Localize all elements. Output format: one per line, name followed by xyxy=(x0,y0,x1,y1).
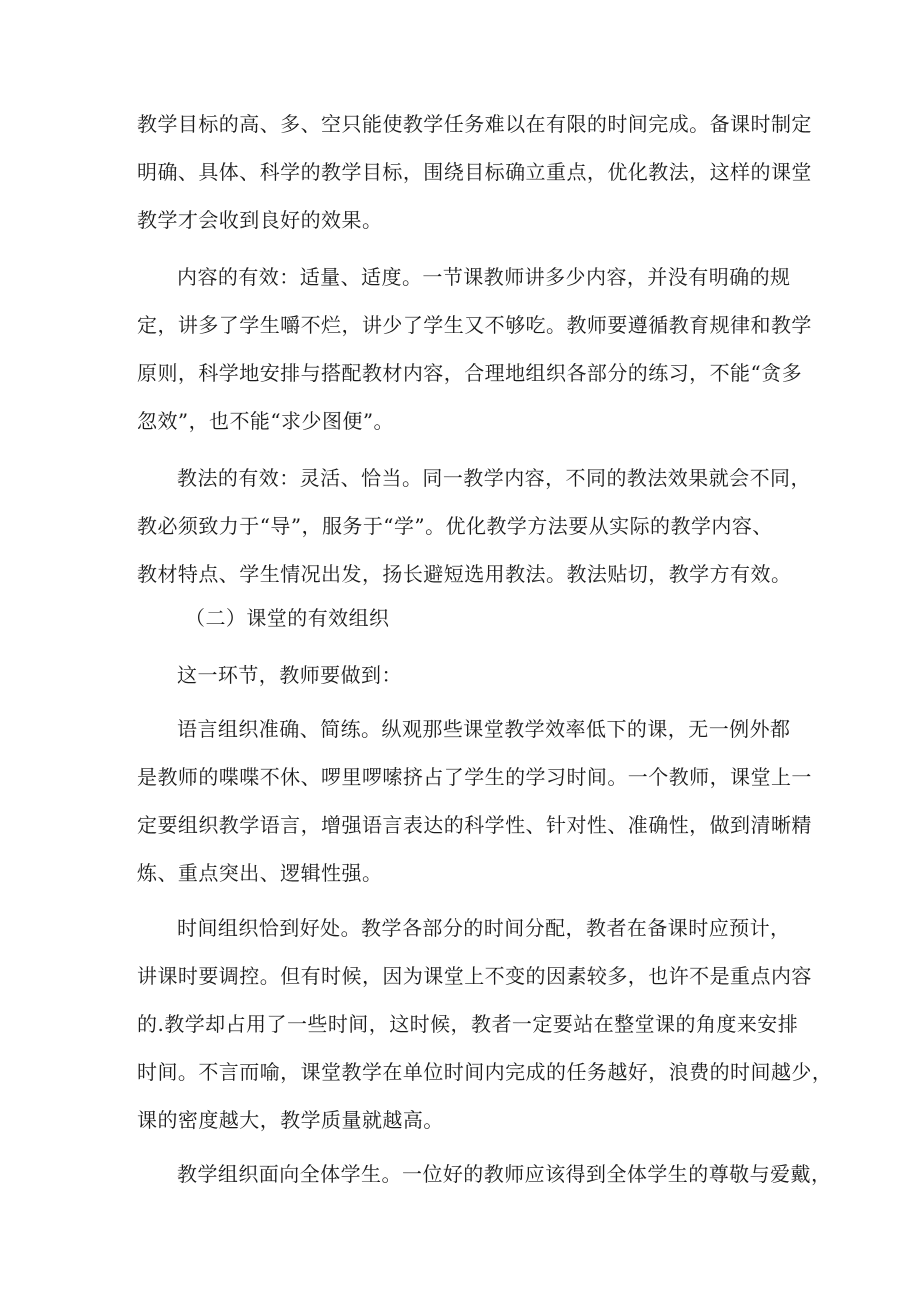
body-line-21: 课的密度越大，教学质量就越高。 xyxy=(137,1108,444,1132)
body-line-2: 明确、具体、科学的教学目标，围绕目标确立重点，优化教法，这样的课堂 xyxy=(137,160,812,184)
body-line-18: 讲课时要调控。但有时候，因为课堂上不变的因素较多，也许不是重点内容 xyxy=(137,964,812,988)
section-heading: （二）课堂的有效组织 xyxy=(185,606,390,630)
body-line-17: 时间组织恰到好处。教学各部分的时间分配，教者在备课时应预计， xyxy=(177,916,791,940)
body-line-12: 这一环节，教师要做到： xyxy=(177,663,402,687)
body-line-22: 教学组织面向全体学生。一位好的教师应该得到全体学生的尊敬与爱戴， xyxy=(177,1162,832,1186)
body-line-7: 忽效”，也不能“求少图便”。 xyxy=(137,409,394,433)
body-line-14: 是教师的喋喋不休、啰里啰嗦挤占了学生的学习时间。一个教师，课堂上一 xyxy=(137,765,812,789)
body-line-3: 教学才会收到良好的效果。 xyxy=(137,208,383,232)
body-line-15: 定要组织教学语言，增强语言表达的科学性、针对性、准确性，做到清晰精 xyxy=(137,813,812,837)
body-line-6: 原则，科学地安排与搭配教材内容，合理地组织各部分的练习，不能“贪多 xyxy=(137,361,803,385)
body-line-20: 时间。不言而喻，课堂教学在单位时间内完成的任务越好，浪费的时间越少， xyxy=(137,1060,833,1084)
body-line-5: 定，讲多了学生嚼不烂，讲少了学生又不够吃。教师要遵循教育规律和教学 xyxy=(137,313,812,337)
body-line-10: 教材特点、学生情况出发，扬长避短选用教法。教法贴切，教学方有效。 xyxy=(137,562,792,586)
body-line-16: 炼、重点突出、逻辑性强。 xyxy=(137,861,383,885)
body-line-4: 内容的有效：适量、适度。一节课教师讲多少内容，并没有明确的规 xyxy=(177,265,791,289)
body-line-19: 的.教学却占用了一些时间，这时候，教者一定要站在整堂课的角度来安排 xyxy=(137,1012,799,1036)
body-line-1: 教学目标的高、多、空只能使教学任务难以在有限的时间完成。备课时制定 xyxy=(137,112,812,136)
body-line-8: 教法的有效：灵活、恰当。同一教学内容，不同的教法效果就会不同， xyxy=(177,466,811,490)
body-line-13: 语言组织准确、简练。纵观那些课堂教学效率低下的课，无一例外都 xyxy=(177,717,791,741)
body-line-9: 教必须致力于“导”，服务于“学”。优化教学方法要从实际的教学内容、 xyxy=(137,514,773,538)
